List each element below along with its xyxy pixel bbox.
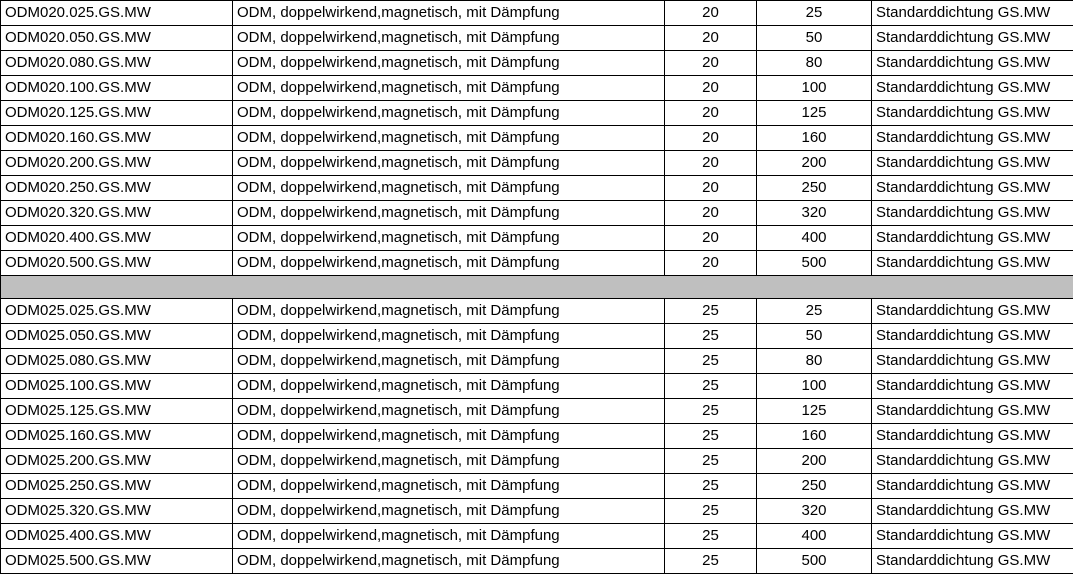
table-row (1, 374, 1073, 399)
cell-stroke: 250 (757, 176, 872, 201)
cell-seal: Standarddichtung GS.MW (872, 399, 1073, 424)
cell-seal: Standarddichtung GS.MW (872, 374, 1073, 399)
cell-bore: 25 (665, 549, 757, 574)
cell-bore: 25 (665, 424, 757, 449)
cell-stroke: 80 (757, 51, 872, 76)
cell-seal: Standarddichtung GS.MW (872, 424, 1073, 449)
table-group-separator (1, 276, 1073, 299)
cell-stroke: 160 (757, 126, 872, 151)
cell-description: ODM, doppelwirkend,magnetisch, mit Dämpfung (233, 349, 665, 374)
cell-bore: 25 (665, 399, 757, 424)
cell-description: ODM, doppelwirkend,magnetisch, mit Dämpfung (233, 176, 665, 201)
cell-stroke: 125 (757, 399, 872, 424)
cell-description: ODM, doppelwirkend,magnetisch, mit Dämpfung (233, 26, 665, 51)
table-row (1, 126, 1073, 151)
table-row (1, 1, 1073, 26)
cell-description: ODM, doppelwirkend,magnetisch, mit Dämpfung (233, 299, 665, 324)
cell-stroke: 500 (757, 549, 872, 574)
cell-description: ODM, doppelwirkend,magnetisch, mit Dämpfung (233, 524, 665, 549)
cell-part-code: ODM025.250.GS.MW (1, 474, 233, 499)
cell-stroke: 160 (757, 424, 872, 449)
cell-bore: 20 (665, 201, 757, 226)
parts-table-body (1, 1, 1073, 574)
cell-stroke: 400 (757, 226, 872, 251)
cell-stroke: 500 (757, 251, 872, 276)
cell-description: ODM, doppelwirkend,magnetisch, mit Dämpfung (233, 151, 665, 176)
cell-seal: Standarddichtung GS.MW (872, 499, 1073, 524)
cell-part-code: ODM025.400.GS.MW (1, 524, 233, 549)
cell-part-code: ODM025.125.GS.MW (1, 399, 233, 424)
cell-seal: Standarddichtung GS.MW (872, 299, 1073, 324)
table-row (1, 549, 1073, 574)
cell-seal: Standarddichtung GS.MW (872, 474, 1073, 499)
table-row (1, 76, 1073, 101)
cell-seal: Standarddichtung GS.MW (872, 1, 1073, 26)
cell-bore: 25 (665, 524, 757, 549)
cell-bore: 20 (665, 1, 757, 26)
cell-part-code: ODM025.025.GS.MW (1, 299, 233, 324)
cell-seal: Standarddichtung GS.MW (872, 251, 1073, 276)
cell-part-code: ODM025.050.GS.MW (1, 324, 233, 349)
cell-bore: 25 (665, 449, 757, 474)
cell-bore: 25 (665, 324, 757, 349)
table-row (1, 324, 1073, 349)
cell-part-code: ODM025.500.GS.MW (1, 549, 233, 574)
table-row (1, 399, 1073, 424)
cell-seal: Standarddichtung GS.MW (872, 324, 1073, 349)
cell-part-code: ODM025.200.GS.MW (1, 449, 233, 474)
cell-description: ODM, doppelwirkend,magnetisch, mit Dämpfung (233, 449, 665, 474)
cell-part-code: ODM020.500.GS.MW (1, 251, 233, 276)
cell-description: ODM, doppelwirkend,magnetisch, mit Dämpfung (233, 374, 665, 399)
table-row (1, 251, 1073, 276)
cell-part-code: ODM025.080.GS.MW (1, 349, 233, 374)
cell-stroke: 80 (757, 349, 872, 374)
cell-description: ODM, doppelwirkend,magnetisch, mit Dämpfung (233, 499, 665, 524)
cell-part-code: ODM020.320.GS.MW (1, 201, 233, 226)
cell-seal: Standarddichtung GS.MW (872, 524, 1073, 549)
table-row (1, 424, 1073, 449)
table-row (1, 151, 1073, 176)
cell-description: ODM, doppelwirkend,magnetisch, mit Dämpfung (233, 51, 665, 76)
cell-part-code: ODM020.050.GS.MW (1, 26, 233, 51)
cell-description: ODM, doppelwirkend,magnetisch, mit Dämpfung (233, 1, 665, 26)
cell-stroke: 100 (757, 76, 872, 101)
cell-description: ODM, doppelwirkend,magnetisch, mit Dämpfung (233, 201, 665, 226)
table-row (1, 201, 1073, 226)
cell-seal: Standarddichtung GS.MW (872, 226, 1073, 251)
cell-part-code: ODM025.100.GS.MW (1, 374, 233, 399)
cell-seal: Standarddichtung GS.MW (872, 151, 1073, 176)
table-row (1, 524, 1073, 549)
cell-stroke: 100 (757, 374, 872, 399)
cell-description: ODM, doppelwirkend,magnetisch, mit Dämpfung (233, 101, 665, 126)
table-row (1, 474, 1073, 499)
cell-part-code: ODM020.200.GS.MW (1, 151, 233, 176)
table-row (1, 176, 1073, 201)
table-row (1, 51, 1073, 76)
cell-part-code: ODM020.400.GS.MW (1, 226, 233, 251)
cell-seal: Standarddichtung GS.MW (872, 201, 1073, 226)
cell-stroke: 320 (757, 201, 872, 226)
cell-description: ODM, doppelwirkend,magnetisch, mit Dämpfung (233, 226, 665, 251)
cell-bore: 25 (665, 474, 757, 499)
cell-stroke: 400 (757, 524, 872, 549)
cell-stroke: 25 (757, 1, 872, 26)
cell-part-code: ODM020.250.GS.MW (1, 176, 233, 201)
table-row (1, 449, 1073, 474)
table-row (1, 499, 1073, 524)
cell-seal: Standarddichtung GS.MW (872, 176, 1073, 201)
table-row (1, 101, 1073, 126)
cell-description: ODM, doppelwirkend,magnetisch, mit Dämpfung (233, 424, 665, 449)
cell-description: ODM, doppelwirkend,magnetisch, mit Dämpfung (233, 251, 665, 276)
cell-part-code: ODM025.320.GS.MW (1, 499, 233, 524)
table-row (1, 226, 1073, 251)
cell-stroke: 50 (757, 26, 872, 51)
cell-stroke: 250 (757, 474, 872, 499)
cell-part-code: ODM020.160.GS.MW (1, 126, 233, 151)
cell-bore: 20 (665, 226, 757, 251)
cell-stroke: 200 (757, 449, 872, 474)
cell-description: ODM, doppelwirkend,magnetisch, mit Dämpfung (233, 399, 665, 424)
cell-bore: 25 (665, 349, 757, 374)
cell-seal: Standarddichtung GS.MW (872, 549, 1073, 574)
cell-bore: 20 (665, 251, 757, 276)
cell-seal: Standarddichtung GS.MW (872, 126, 1073, 151)
cell-bore: 25 (665, 299, 757, 324)
cell-stroke: 50 (757, 324, 872, 349)
cell-description: ODM, doppelwirkend,magnetisch, mit Dämpfung (233, 324, 665, 349)
cell-description: ODM, doppelwirkend,magnetisch, mit Dämpfung (233, 76, 665, 101)
cell-description: ODM, doppelwirkend,magnetisch, mit Dämpfung (233, 126, 665, 151)
cell-seal: Standarddichtung GS.MW (872, 51, 1073, 76)
table-row (1, 349, 1073, 374)
cell-stroke: 125 (757, 101, 872, 126)
cell-seal: Standarddichtung GS.MW (872, 349, 1073, 374)
cell-part-code: ODM025.160.GS.MW (1, 424, 233, 449)
cell-seal: Standarddichtung GS.MW (872, 76, 1073, 101)
cell-part-code: ODM020.025.GS.MW (1, 1, 233, 26)
cell-bore: 25 (665, 374, 757, 399)
cell-bore: 25 (665, 499, 757, 524)
cell-bore: 20 (665, 151, 757, 176)
cell-bore: 20 (665, 76, 757, 101)
table-group-separator-cell (1, 276, 1073, 299)
cell-bore: 20 (665, 101, 757, 126)
cell-bore: 20 (665, 51, 757, 76)
cell-description: ODM, doppelwirkend,magnetisch, mit Dämpfung (233, 549, 665, 574)
cell-stroke: 25 (757, 299, 872, 324)
cell-bore: 20 (665, 26, 757, 51)
cell-stroke: 320 (757, 499, 872, 524)
cell-seal: Standarddichtung GS.MW (872, 101, 1073, 126)
cell-part-code: ODM020.080.GS.MW (1, 51, 233, 76)
table-row (1, 26, 1073, 51)
table-row (1, 299, 1073, 324)
cell-description: ODM, doppelwirkend,magnetisch, mit Dämpfung (233, 474, 665, 499)
cell-bore: 20 (665, 126, 757, 151)
cell-seal: Standarddichtung GS.MW (872, 26, 1073, 51)
cell-seal: Standarddichtung GS.MW (872, 449, 1073, 474)
cell-part-code: ODM020.125.GS.MW (1, 101, 233, 126)
cell-bore: 20 (665, 176, 757, 201)
cell-part-code: ODM020.100.GS.MW (1, 76, 233, 101)
cell-stroke: 200 (757, 151, 872, 176)
